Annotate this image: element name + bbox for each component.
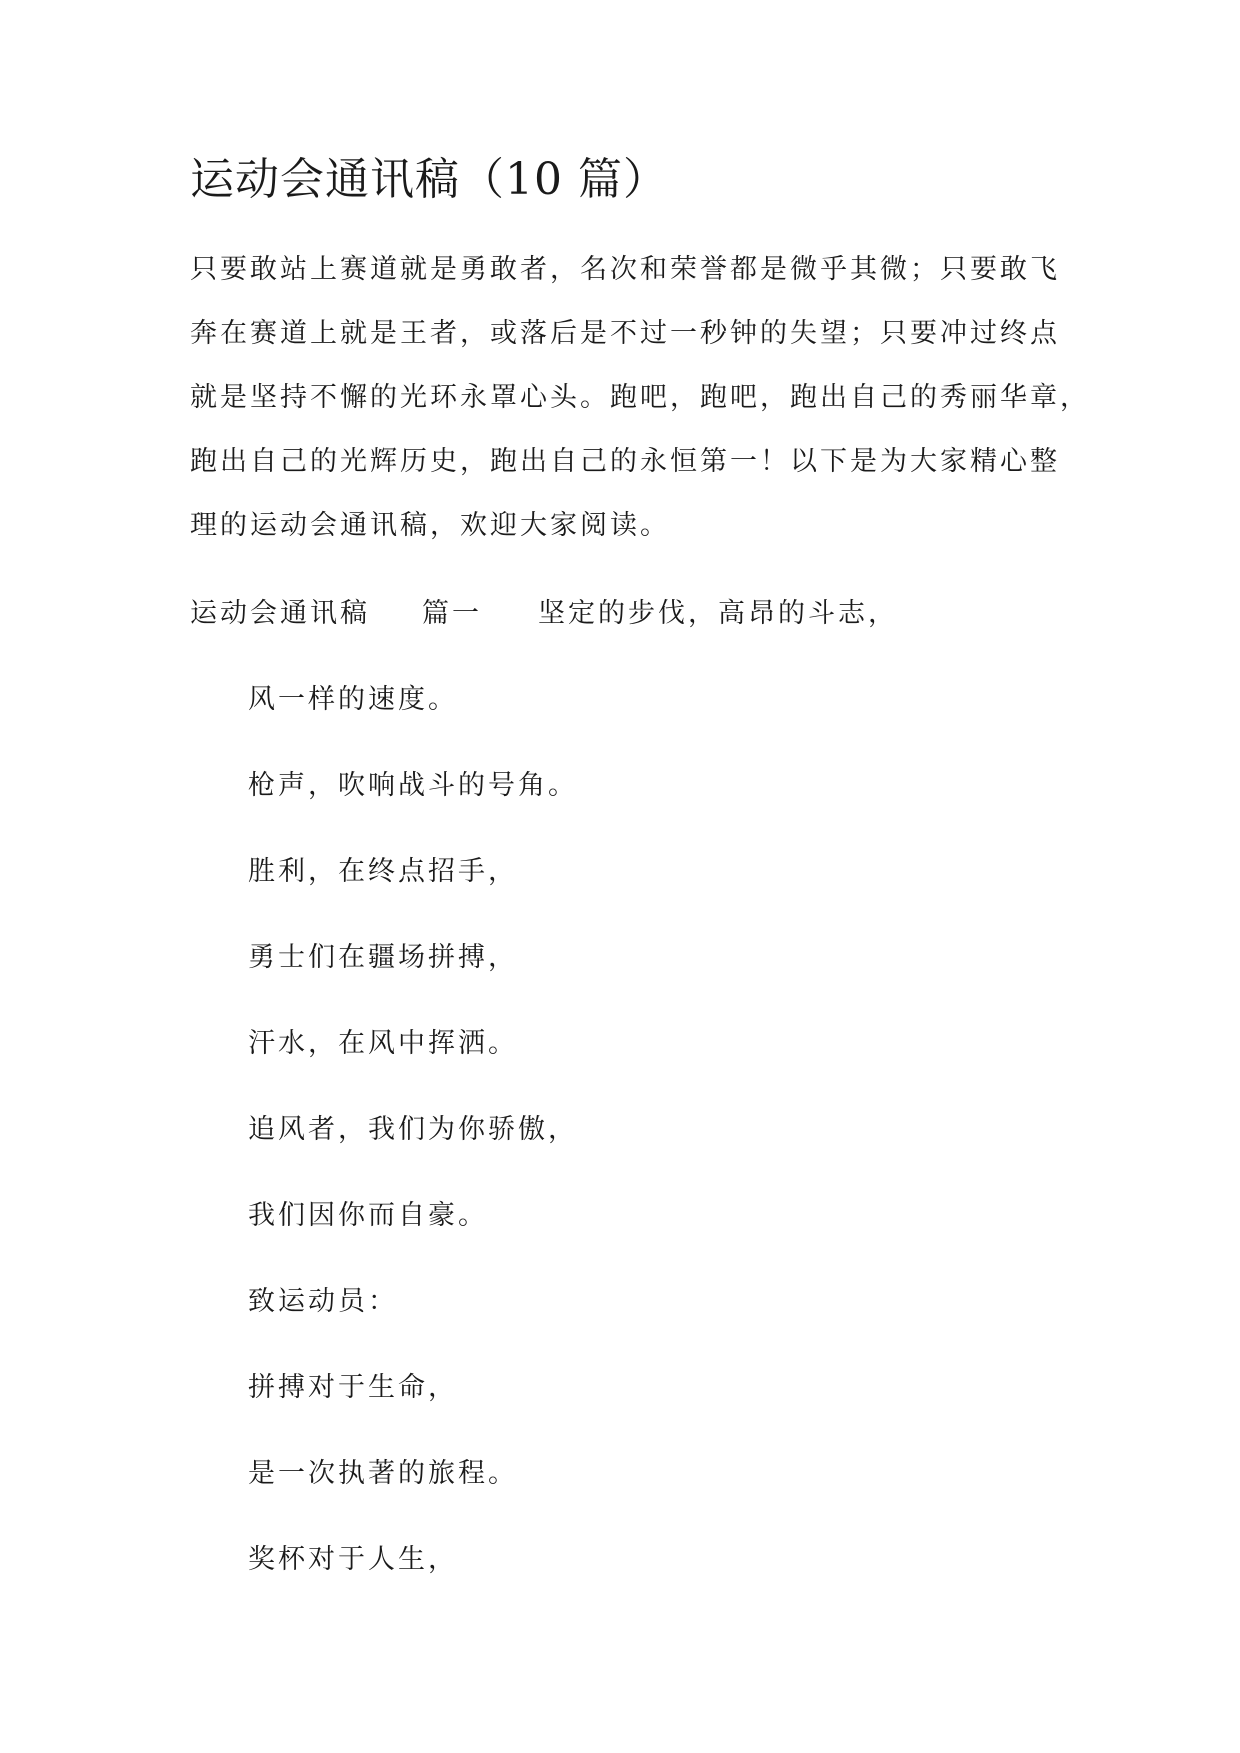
section-heading-label: 运动会通讯稿 — [190, 598, 370, 629]
poem-line: 追风者，我们为你骄傲， — [248, 1114, 578, 1145]
poem-line: 风一样的速度。 — [248, 684, 458, 715]
poem-line: 是一次执著的旅程。 — [248, 1458, 518, 1489]
poem-line: 胜利，在终点招手， — [248, 856, 518, 887]
document-title: 运动会通讯稿（10 篇） — [190, 154, 668, 205]
poem-line: 汗水，在风中挥洒。 — [248, 1028, 518, 1059]
poem-line: 奖杯对于人生， — [248, 1544, 458, 1575]
poem-line: 拼搏对于生命， — [248, 1372, 458, 1403]
intro-paragraph-line: 理的运动会通讯稿，欢迎大家阅读。 — [190, 510, 670, 541]
poem-line: 致运动员： — [248, 1286, 398, 1317]
intro-paragraph-line: 就是坚持不懈的光环永罩心头。跑吧，跑吧，跑出自己的秀丽华章， — [190, 382, 1090, 413]
poem-line: 枪声，吹响战斗的号角。 — [248, 770, 578, 801]
intro-paragraph-line: 只要敢站上赛道就是勇敢者，名次和荣誉都是微乎其微；只要敢飞 — [190, 254, 1060, 285]
poem-line: 勇士们在疆场拼搏， — [248, 942, 518, 973]
section-heading-number: 篇一 — [422, 598, 482, 629]
intro-paragraph-line: 跑出自己的光辉历史，跑出自己的永恒第一！以下是为大家精心整 — [190, 446, 1060, 477]
intro-paragraph-line: 奔在赛道上就是王者，或落后是不过一秒钟的失望；只要冲过终点 — [190, 318, 1060, 349]
section-first-line: 坚定的步伐，高昂的斗志， — [538, 598, 898, 629]
poem-line: 我们因你而自豪。 — [248, 1200, 488, 1231]
